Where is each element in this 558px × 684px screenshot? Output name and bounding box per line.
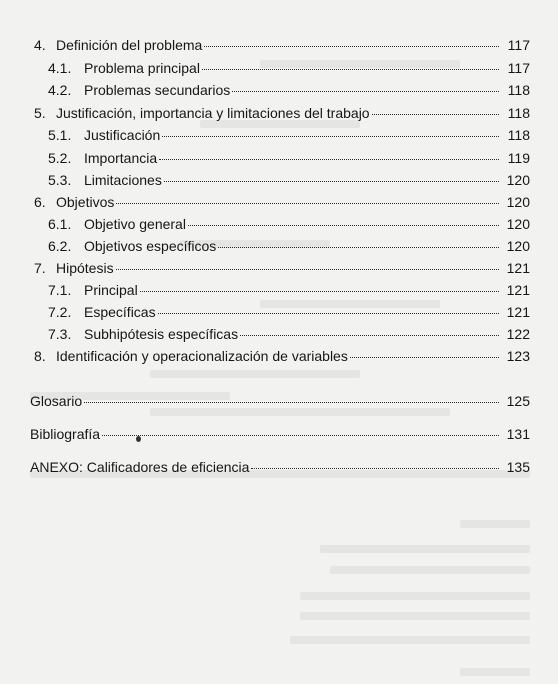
toc-entry <box>48 171 530 189</box>
toc-entry-number: 5. <box>34 105 46 121</box>
toc-entry-page: 118 <box>507 82 530 98</box>
toc-entry-number: 7.3. <box>48 326 72 342</box>
toc-entry-page: 120 <box>506 216 530 232</box>
toc-entry-number: 7.1. <box>48 282 72 298</box>
toc-entry <box>48 59 530 77</box>
toc-entry <box>30 392 530 410</box>
toc-entry-number: 7.2. <box>48 304 72 320</box>
toc-entry-title: Definición del problema <box>56 37 203 53</box>
toc-entry-page: 121 <box>506 282 530 298</box>
toc-entry-title: Específicas <box>84 304 156 320</box>
toc-entry <box>30 425 530 443</box>
dot-leader <box>140 291 499 292</box>
toc-entry-number: 6.2. <box>48 238 72 254</box>
dot-leader <box>350 357 499 358</box>
toc-entry <box>30 458 530 476</box>
toc-entry <box>48 237 530 255</box>
toc-entry-page: 122 <box>506 326 530 342</box>
toc-entry <box>34 104 530 122</box>
toc-entry-title: Principal <box>84 282 138 298</box>
dot-leader <box>240 335 499 336</box>
toc-entry-number: 5.1. <box>48 127 72 143</box>
toc-entry-page: 120 <box>506 194 530 210</box>
toc-entry-title: ANEXO: Calificadores de eficiencia <box>30 459 250 475</box>
toc-entry-page: 121 <box>506 304 530 320</box>
toc-entry <box>34 347 530 365</box>
toc-entry-page: 121 <box>506 260 530 276</box>
toc-entry-page: 120 <box>506 172 530 188</box>
dot-leader <box>158 313 499 314</box>
toc-entry-title: Objetivos específicos <box>84 238 217 254</box>
toc-entry-title: Objetivo general <box>84 216 186 232</box>
toc-entry-number: 6.1. <box>48 216 72 232</box>
ink-mark <box>136 436 141 442</box>
toc-entry-title: Limitaciones <box>84 172 162 188</box>
toc-entry-page: 131 <box>506 426 530 442</box>
toc-entry-title: Problemas secundarios <box>84 82 231 98</box>
toc-entry-title: Subhipótesis específicas <box>84 326 239 342</box>
toc-entry-page: 120 <box>506 238 530 254</box>
dot-leader <box>218 247 499 248</box>
toc-entry-number: 5.3. <box>48 172 72 188</box>
dot-leader <box>84 402 499 403</box>
toc-entry-title: Problema principal <box>84 60 200 76</box>
toc-entry-title: Hipótesis <box>56 260 114 276</box>
toc-entry <box>48 81 530 99</box>
toc-entry-page: 125 <box>506 393 530 409</box>
dot-leader <box>188 225 499 226</box>
toc-entry <box>34 36 530 54</box>
toc-entry <box>48 126 530 144</box>
toc-entry-page: 119 <box>507 150 530 166</box>
dot-leader <box>232 91 499 92</box>
toc-entry-title: Glosario <box>30 393 83 409</box>
dot-leader <box>159 159 499 160</box>
dot-leader <box>116 269 499 270</box>
toc-entry <box>48 149 530 167</box>
toc-entry-number: 7. <box>34 260 46 276</box>
toc-entry-title: Justificación <box>84 127 161 143</box>
toc-entry-title: Importancia <box>84 150 158 166</box>
dot-leader <box>102 435 499 436</box>
dot-leader <box>202 69 499 70</box>
toc-entry-page: 118 <box>507 127 530 143</box>
dot-leader <box>162 136 499 137</box>
toc-entry <box>48 215 530 233</box>
toc-entry-number: 6. <box>34 194 46 210</box>
toc-entry-title: Justificación, importancia y limitaciones del trabajo <box>56 105 370 121</box>
toc-entry <box>48 325 530 343</box>
toc-entry-number: 5.2. <box>48 150 72 166</box>
dot-leader <box>251 468 499 469</box>
toc-entry-page: 117 <box>507 37 530 53</box>
dot-leader <box>372 114 499 115</box>
toc-entry-title: Identificación y operacionalización de variables <box>56 348 348 364</box>
toc-entry-page: 118 <box>507 105 530 121</box>
toc-entry-page: 123 <box>506 348 530 364</box>
toc-entry <box>34 193 530 211</box>
toc-entry-number: 4.2. <box>48 82 72 98</box>
dot-leader <box>164 181 499 182</box>
toc-entry-page: 117 <box>507 60 530 76</box>
toc-entry-page: 135 <box>506 459 530 475</box>
toc-entry <box>48 303 530 321</box>
toc-entry-number: 8. <box>34 348 46 364</box>
toc-entry-title: Bibliografía <box>30 426 101 442</box>
toc-entry <box>48 281 530 299</box>
dot-leader <box>204 46 499 47</box>
toc-entry <box>34 259 530 277</box>
toc-entry-number: 4. <box>34 37 46 53</box>
dot-leader <box>116 203 499 204</box>
toc-entry-number: 4.1. <box>48 60 72 76</box>
toc-entry-title: Objetivos <box>56 194 115 210</box>
